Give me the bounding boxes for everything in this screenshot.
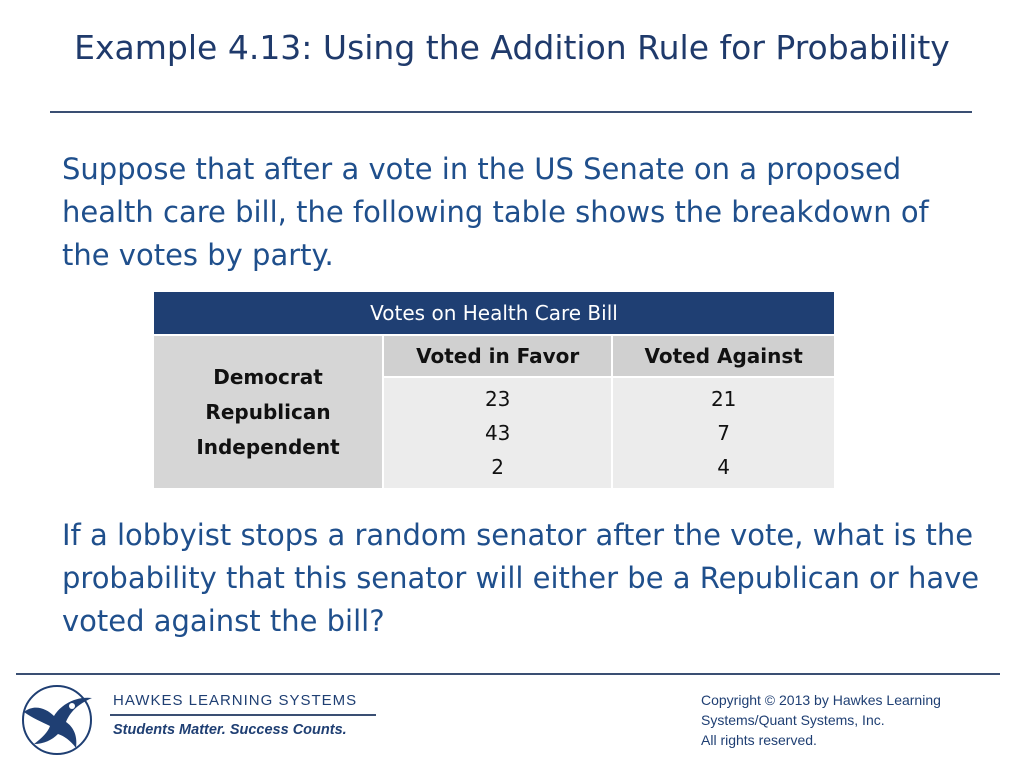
copyright-line: All rights reserved. xyxy=(701,732,817,748)
intro-text: Suppose that after a vote in the US Senate on a proposed health care bill, the following table shows the breakdown of the votes by party. xyxy=(62,152,929,272)
brand-name: HAWKES LEARNING SYSTEMS xyxy=(113,692,358,709)
against-values-cell xyxy=(612,377,835,489)
against-value: 21 xyxy=(710,387,737,411)
favor-value: 23 xyxy=(484,387,511,411)
favor-value: 43 xyxy=(484,421,511,445)
title-divider xyxy=(50,111,972,113)
party-label: Republican xyxy=(205,399,331,424)
against-value: 4 xyxy=(717,455,731,479)
against-value: 7 xyxy=(717,421,731,445)
column-header-against: Voted Against xyxy=(612,335,835,377)
footer-divider xyxy=(16,673,1000,675)
slide-title: Example 4.13: Using the Addition Rule for Probability xyxy=(74,28,950,67)
copyright-notice xyxy=(701,690,1011,750)
party-label: Independent xyxy=(196,434,340,459)
party-label: Democrat xyxy=(213,364,323,389)
eagle-icon xyxy=(16,682,98,758)
brand-tagline: Students Matter. Success Counts. xyxy=(113,722,347,738)
votes-table xyxy=(152,290,836,490)
copyright-line: Systems/Quant Systems, Inc. xyxy=(701,712,885,728)
copyright-line: Copyright © 2013 by Hawkes Learning xyxy=(701,692,941,708)
column-header-favor: Voted in Favor xyxy=(383,335,612,377)
favor-value: 2 xyxy=(491,455,505,479)
question-text: If a lobbyist stops a random senator after the vote, what is the probability that this senator will either be a Republican or have voted against the bill? xyxy=(62,518,980,638)
party-labels-cell xyxy=(153,335,383,489)
favor-values-cell xyxy=(383,377,612,489)
table-caption: Votes on Health Care Bill xyxy=(153,291,835,335)
brand-divider xyxy=(110,714,376,716)
